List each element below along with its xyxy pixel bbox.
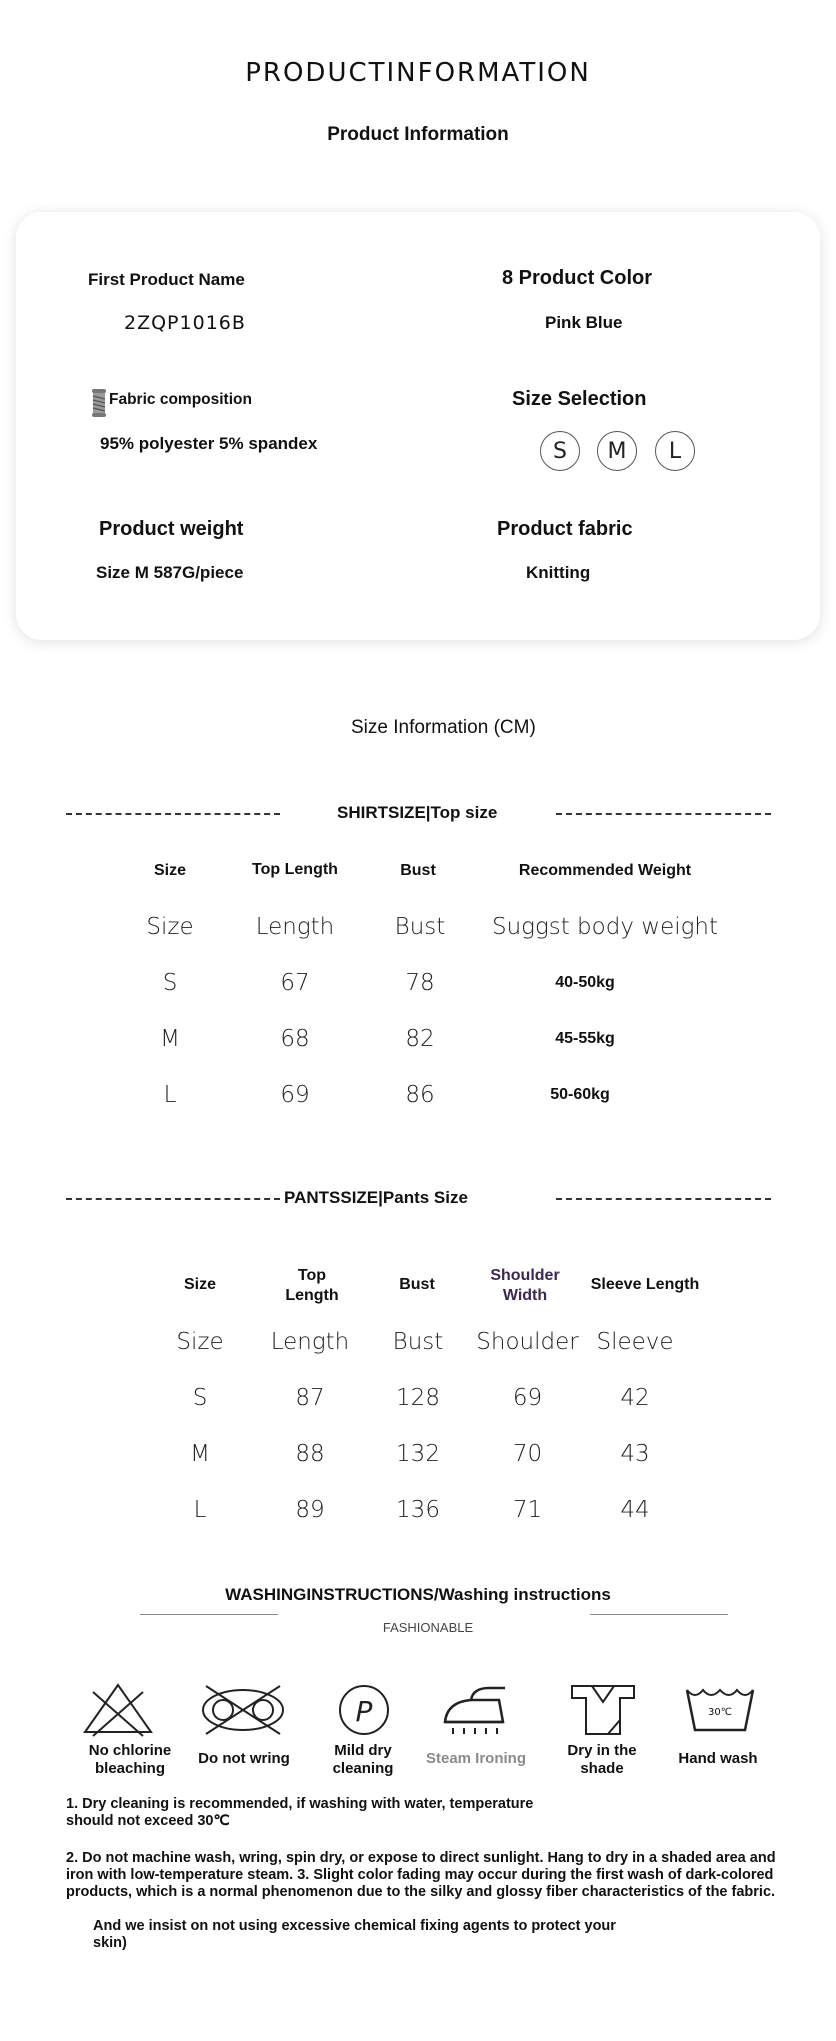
divider-right	[556, 813, 771, 815]
shirt-row-l-length: 69	[280, 1082, 310, 1108]
rule-left	[140, 1614, 278, 1615]
no-chlorine-label-line1: No chlorine	[88, 1742, 172, 1759]
shirt-row-s-length: 67	[280, 970, 310, 996]
pants-header-bust: Bust	[399, 1276, 435, 1293]
care-note-3-line1: And we insist on not using excessive chemical fixing agents to protect your	[93, 1918, 616, 1934]
size-option-s[interactable]: S	[540, 431, 580, 471]
do-not-wring-icon	[198, 1680, 288, 1740]
pants-header-top-length-line2: Length	[285, 1287, 339, 1304]
product-name-value: 2ZQP1016B	[124, 312, 246, 334]
fabric-composition-value: 95% polyester 5% spandex	[100, 434, 318, 453]
pants-row-m-size: M	[190, 1441, 210, 1467]
care-note-2-line2: iron with low-temperature steam. 3. Slight color fading may occur during the first wash of dark-colored	[66, 1867, 774, 1883]
pants-header-shoulder-line2: Width	[502, 1287, 548, 1304]
shirt-header-top-length: Top Length	[252, 861, 338, 878]
thread-spool-icon	[90, 388, 108, 418]
svg-text:P: P	[355, 1695, 373, 1728]
care-note-2	[66, 1850, 776, 1901]
size-selection-label: Size Selection	[512, 388, 647, 410]
pants-sub-length: Length	[270, 1329, 350, 1355]
shirt-row-m-bust: 82	[405, 1026, 435, 1052]
shirt-sub-size: Size	[146, 914, 194, 940]
pants-row-l-sleeve: 44	[620, 1497, 650, 1523]
pants-row-m-length: 88	[295, 1441, 325, 1467]
shirt-row-m-length: 68	[280, 1026, 310, 1052]
pants-header-shoulder-line1: Shoulder	[490, 1267, 560, 1284]
pants-row-s-sleeve: 42	[620, 1385, 650, 1411]
shirt-row-l-bust: 86	[405, 1082, 435, 1108]
pants-header-top-length-line1: Top	[297, 1267, 327, 1284]
mild-dry-clean-icon	[319, 1680, 409, 1740]
shirt-size-heading: SHIRTSIZE|Top size	[337, 803, 498, 822]
care-note-1	[66, 1796, 533, 1830]
product-color-value: Pink Blue	[545, 313, 623, 332]
hand-wash-label: Hand wash	[678, 1750, 758, 1767]
care-note-1-line2: should not exceed 30℃	[66, 1813, 230, 1829]
product-color-label: 8 Product Color	[502, 267, 653, 289]
care-note-1-line1: 1. Dry cleaning is recommended, if washing with water, temperature	[66, 1796, 534, 1812]
size-info-title: Size Information (CM)	[351, 717, 536, 738]
pants-row-l-length: 89	[295, 1497, 325, 1523]
shirt-row-l-weight: 50-60kg	[550, 1086, 610, 1103]
pants-row-l-bust: 136	[396, 1497, 440, 1523]
pants-row-m-shoulder: 70	[512, 1441, 543, 1467]
pants-sub-bust: Bust	[392, 1329, 444, 1355]
pants-row-s-size: S	[192, 1385, 208, 1411]
shirt-header-size: Size	[153, 862, 186, 879]
shirt-row-m-weight: 45-55kg	[555, 1030, 615, 1047]
pants-sub-shoulder: Shoulder	[476, 1329, 579, 1355]
divider-left	[66, 1198, 280, 1200]
rule-right	[590, 1614, 728, 1615]
page-title: PRODUCTINFORMATION	[245, 58, 591, 88]
shirt-sub-length: Length	[255, 914, 335, 940]
mild-dry-label-line1: Mild dry	[334, 1742, 392, 1759]
washing-subheading: FASHIONABLE	[382, 1620, 474, 1635]
pants-header-shoulder-width	[475, 1266, 575, 1306]
product-fabric-label: Product fabric	[497, 518, 633, 540]
care-note-3-line2: skin)	[93, 1935, 127, 1951]
product-weight-value: Size M 587G/piece	[96, 563, 244, 582]
no-chlorine-label-line2: bleaching	[94, 1760, 165, 1777]
shirt-row-l-size: L	[163, 1082, 177, 1108]
dry-in-shade-icon	[558, 1680, 648, 1740]
washing-heading: WASHINGINSTRUCTIONS/Washing instructions	[225, 1585, 611, 1604]
shirt-sub-weight: Suggst body weight	[491, 914, 719, 940]
steam-iron-label: Steam Ironing	[425, 1750, 526, 1767]
shirt-sub-bust: Bust	[394, 914, 446, 940]
dry-shade-label-line2: shade	[580, 1760, 624, 1777]
pants-row-l-shoulder: 71	[512, 1497, 543, 1523]
pants-row-l-size: L	[193, 1497, 207, 1523]
page-subtitle: Product Information	[327, 124, 509, 145]
pants-row-m-sleeve: 43	[620, 1441, 650, 1467]
size-option-m[interactable]: M	[597, 431, 637, 471]
care-note-2-line3: products, which is a normal phenomenon due to the silky and glossy fiber characteristics of the fabric.	[66, 1884, 776, 1900]
steam-iron-icon	[431, 1680, 521, 1740]
no-chlorine-label	[70, 1742, 190, 1778]
do-not-wring-label: Do not wring	[198, 1750, 290, 1767]
pants-sub-sleeve: Sleeve	[596, 1329, 674, 1355]
shirt-row-s-weight: 40-50kg	[555, 974, 615, 991]
product-name-label: First Product Name	[88, 270, 245, 289]
mild-dry-clean-label	[303, 1742, 423, 1778]
shirt-row-s-bust: 78	[405, 970, 435, 996]
no-chlorine-icon	[73, 1680, 163, 1740]
pants-header-top-length	[262, 1266, 362, 1306]
product-fabric-value: Knitting	[526, 563, 591, 582]
shirt-header-weight: Recommended Weight	[518, 862, 692, 879]
pants-header-size: Size	[183, 1276, 216, 1293]
dry-shade-label-line1: Dry in the	[567, 1742, 637, 1759]
care-note-2-line1: 2. Do not machine wash, wring, spin dry, or expose to direct sunlight. Hang to dry in a shaded area and	[66, 1850, 776, 1866]
care-note-3	[93, 1918, 616, 1952]
divider-right	[556, 1198, 771, 1200]
dry-in-shade-label	[542, 1742, 662, 1778]
pants-header-sleeve-length: Sleeve Length	[590, 1276, 700, 1293]
shirt-header-bust: Bust	[400, 862, 436, 879]
pants-row-m-bust: 132	[396, 1441, 440, 1467]
product-weight-label: Product weight	[99, 518, 244, 540]
pants-size-heading: PANTSSIZE|Pants Size	[284, 1188, 468, 1207]
pants-row-s-bust: 128	[396, 1385, 440, 1411]
pants-row-s-shoulder: 69	[512, 1385, 543, 1411]
fabric-composition-label: Fabric composition	[109, 391, 252, 408]
mild-dry-label-line2: cleaning	[332, 1760, 394, 1777]
shirt-row-m-size: M	[160, 1026, 180, 1052]
pants-sub-size: Size	[176, 1329, 224, 1355]
shirt-row-s-size: S	[162, 970, 178, 996]
size-option-l[interactable]: L	[655, 431, 695, 471]
divider-left	[66, 813, 280, 815]
pants-row-s-length: 87	[295, 1385, 325, 1411]
hand-wash-temp: 30℃	[708, 1707, 732, 1718]
